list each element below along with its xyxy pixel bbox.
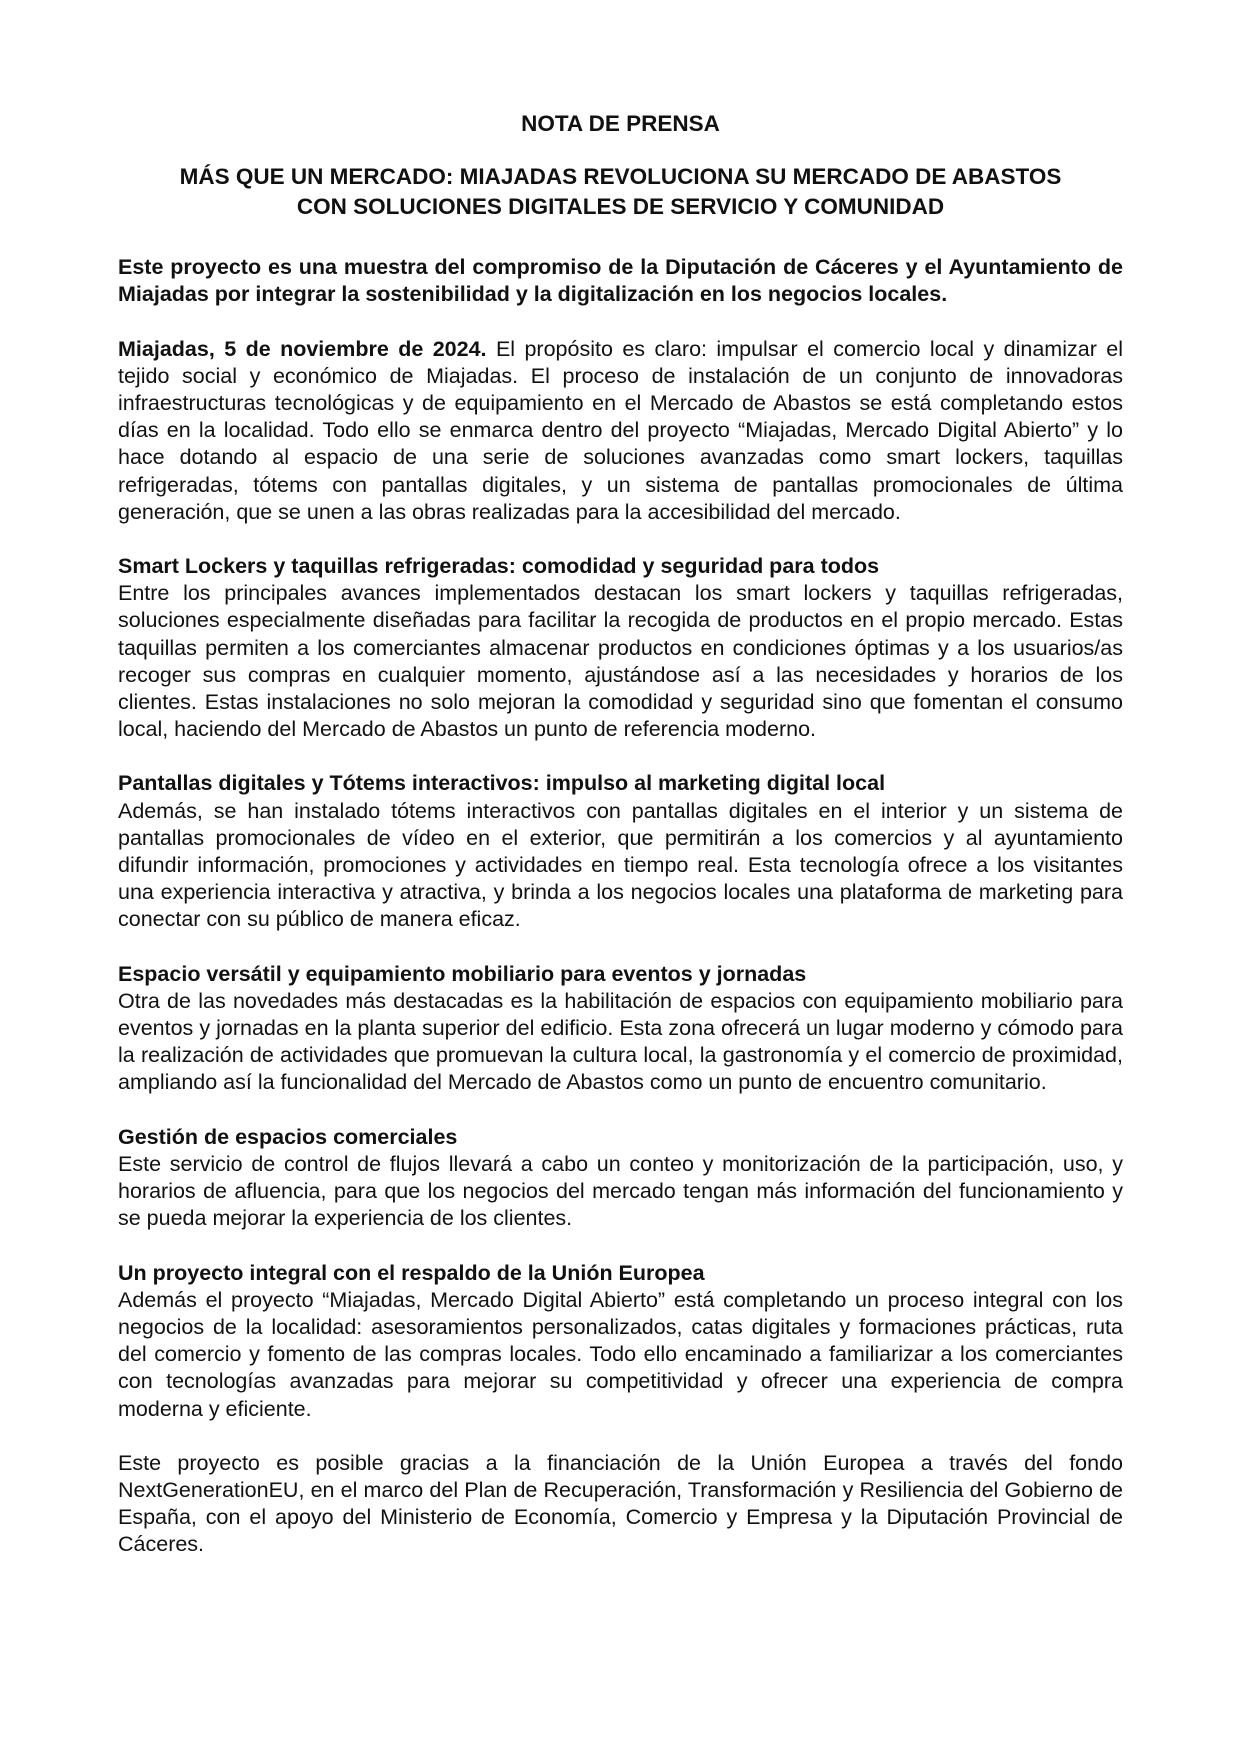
section-heading: Espacio versátil y equipamiento mobiliario para eventos y jornadas: [118, 961, 807, 986]
intro-text: El propósito es claro: impulsar el comercio local y dinamizar el tejido social y económico de Miajadas. El proceso de instalación de un conjunto de innovadoras infraestructuras tecnológicas y de equipamiento en el Mercado de Abastos se está completando estos días en la localidad. Todo ello se enmarca dentro del proyecto “Miajadas, Mercado Digital Abierto” y lo hace dotando al espacio de una serie de soluciones avanzadas como smart lockers, taquillas refrigeradas, tótems con pantallas digitales, y un sistema de pantallas promocionales de última generación, que se unen a las obras realizadas para la accesibilidad del mercado.: [118, 336, 1124, 524]
dateline: Miajadas, 5 de noviembre de 2024.: [118, 336, 487, 361]
headline-line-2: CON SOLUCIONES DIGITALES DE SERVICIO Y COMUNIDAD: [296, 194, 945, 220]
section-eu-project: [118, 1260, 1123, 1423]
section-body: Además, se han instalado tótems interactivos con pantallas digitales en el interior y un sistema de pantallas promocionales de vídeo en el exterior, que permitirán a los comercios y al ayuntamiento difundir información, promociones y actividades en tiempo real. Esta tecnología ofrece a los visitantes una experiencia interactiva y atractiva, y brinda a los negocios locales una plataforma de marketing para conectar con su público de manera eficaz.: [118, 798, 1123, 932]
section-heading: Smart Lockers y taquillas refrigeradas: comodidad y seguridad para todos: [118, 554, 880, 579]
intro-paragraph: [118, 336, 1123, 526]
document-label: NOTA DE PRENSA: [521, 111, 720, 136]
section-body: Otra de las novedades más destacadas es la habilitación de espacios con equipamiento mobiliario para eventos y jornadas en la planta superior del edificio. Esta zona ofrecerá un lugar moderno y cómodo para la realización de actividades que promuevan la cultura local, la gastronomía y el comercio de proximidad, ampliando así la funcionalidad del Mercado de Abastos como un punto de encuentro comunitario.: [118, 988, 1123, 1095]
section-smart-lockers: [118, 553, 1123, 743]
section-heading: Pantallas digitales y Tótems interactivos: impulso al marketing digital local: [118, 771, 886, 796]
section-heading: Un proyecto integral con el respaldo de la Unión Europea: [118, 1260, 705, 1285]
section-body: Además el proyecto “Miajadas, Mercado Digital Abierto” está completando un proceso integral con los negocios de la localidad: asesoramientos personalizados, catas digitales y formaciones prácticas, ruta del comercio y fomento de las compras locales. Todo ello encaminado a familiarizar a los comerciantes con tecnologías avanzadas para mejorar su competitividad y ofrecer una experiencia de compra moderna y eficiente.: [118, 1287, 1123, 1421]
section-body: Entre los principales avances implementados destacan los smart lockers y taquillas refrigeradas, soluciones especialmente diseñadas para facilitar la recogida de productos en el propio mercado. Estas taquillas permiten a los comerciantes almacenar productos en condiciones óptimas y a los usuarios/as recoger sus compras en cualquier momento, ajustándose así a las necesidades y horarios de los clientes. Estas instalaciones no solo mejoran la comodidad y seguridad sino que fomentan el consumo local, haciendo del Mercado de Abastos un punto de referencia moderno.: [118, 581, 1123, 742]
section-heading: Gestión de espacios comerciales: [118, 1124, 458, 1149]
section-commercial-spaces: [118, 1124, 1123, 1233]
press-release-page: [118, 110, 1123, 1559]
section-event-space: [118, 961, 1123, 1097]
headline: [118, 162, 1123, 222]
headline-line-1: MÁS QUE UN MERCADO: MIAJADAS REVOLUCIONA SU MERCADO DE ABASTOS: [179, 164, 1062, 190]
lead-paragraph: Este proyecto es una muestra del compromiso de la Diputación de Cáceres y el Ayuntamiento de Miajadas por integrar la sostenibilidad y la digitalización en los negocios locales.: [118, 255, 1123, 307]
section-body: Este servicio de control de flujos llevará a cabo un conteo y monitorización de la participación, uso, y horarios de afluencia, para que los negocios del mercado tengan más información del funcionamiento y se pueda mejorar la experiencia de los clientes.: [118, 1151, 1123, 1231]
section-digital-screens: [118, 770, 1123, 933]
closing-paragraph: Este proyecto es posible gracias a la financiación de la Unión Europea a través del fondo NextGenerationEU, en el marco del Plan de Recuperación, Transformación y Resiliencia del Gobierno de España, con el apoyo del Ministerio de Economía, Comercio y Empresa y la Diputación Provincial de Cáceres.: [118, 1450, 1123, 1557]
